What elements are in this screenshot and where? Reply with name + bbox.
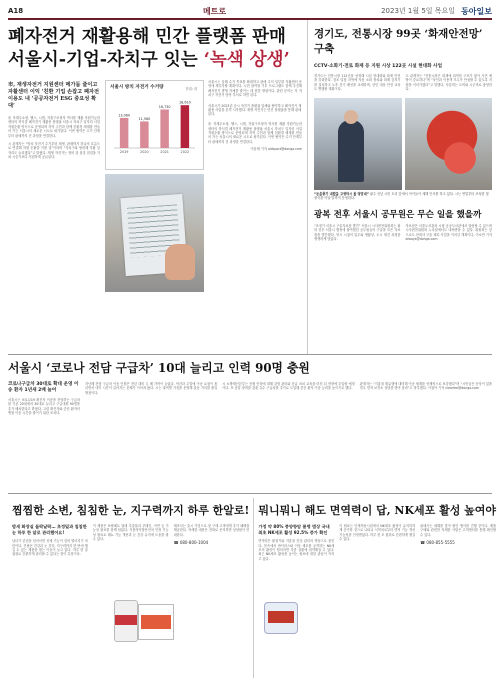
ad-1-product-bottle [114,600,138,642]
chart-bar-2020 [140,121,149,148]
lead-subheadline: 市, 재생자전거 지원센터 메가둠 줄이고 자활센터 이익 ‘친환 기업 손잡고 폐자전 이용도 내 ’공공자전거 ESG 중요성 확대’ [8,82,100,109]
lead-article [8,20,308,354]
side-subheadline: CCTV·소화기·전로 화재 등 지원 시상 122곳 시설 현대화 사업 [314,64,443,69]
collection-chart [105,80,204,170]
mid-text-2: 시 소방재난본부는 증원 인력에 대해 감염 관리와 응급 처치 교육을 마친 뒤 현장에 투입할 예정이다. 또 음압 장비를 갖춘 특수 구급차를 추가로 도입해 중증 환자 이송 능력을 높이기로 했다. [222,382,355,391]
middle-section [8,355,492,494]
lead-text-4: 市 자재무소형, 헬스, 시범, 자율구조형자 역사를 재활 자원가능한 센터의 학식결 폐자전거 재활용 플랫폼 서울시 자치구 일자리 사업 자원순환 방식으로 운영되며 지역 주민과 함께 친환경 체계를 만들어 가는 서울시의 새로운 시도로 평가된다. 이번 협약은 수거 단계부터 판매까지 전 과정을 연결한다. [208,122,302,144]
ad-1-headline: 찜찜한 소변, 침침한 눈, 지구력까지 하루 한알로! [12,504,250,517]
ad-1-phone: ☎ 080-800-1004 [173,540,209,546]
lead-headline-line1: 폐자전거 재활용해 민간 플랫폼 판매 [8,27,286,47]
issue-date: 2023년 1월 5일 목요일 [381,7,456,15]
lead-text-2: 시 관계자는 “방치 자전거 수거부터 재생, 판매까지 하나의 흐름으로 연결해 자원 순환을 이룰 것”이라며 “자치구와 협력해 자활 일자리도 늘리겠다”고 밝혔다. 재생 자전거는 정비 뒤 품질 점검을 거쳐 시중가보다 저렴하게 공급된다. [8,142,100,160]
side-article [308,20,492,354]
mid-text-3: 관계자는 “겨울철 재유행에 대비해 이송 체계를 선제적으로 보강했다”며 “시민들은 증상이 있을 경우 먼저 보건소 상담을 받아 달라”고 당부했다. 이청아 기자 clearlee@donga.com [359,382,492,391]
chart-bar-2019 [120,118,129,148]
photo-people [314,98,402,190]
chart-svg [110,90,199,158]
ad-1-text-3: 제조사는 출시 기념으로 첫 구매 고객에게 추가 혜택을 제공한다. 자세한 내용은 전화로 문의하면 상담원이 안내한다. [173,524,250,537]
lead-text-1: 市 자재무소형, 헬스, 시범, 자율구조형자 역사를 재활 자원가능한 센터의 학식결 폐자전거 재활용 플랫폼 서울시 자치구 일자리 사업 자원순환 방식으로 운영되며 지역 주민과 함께 친환경 체계를 만들어 가는 서울시의 새로운 시도로 평가된다. 이번 협약은 수거 단계부터 판매까지 전 과정을 연결한다. [8,116,100,138]
ad-2-subheadline: 가정 약 80% 종양항암 품명 범상 국내 최초 NK세포 활성 92.5% 증가 확인 [258,524,330,535]
side-columns-2 [314,224,492,242]
lead-headline-line2: 서울시-기업-자치구 잇는 [8,50,204,70]
section-name: 메트로 [202,5,227,16]
lead-text-3: 서울시는 올해 수거 목표를 확대하고 판매 수익 일부를 자활센터 운영에 재투자할 계획이다. 시민 참여형 기부 프로그램도 함께 추진해 폐자전거 발생 자체를 줄이는 데 힘쓸 방침이다. 관련 문의는 각 자치구 자전거 담당 부서로 하면 된다. [208,80,302,98]
lead-body [8,80,302,292]
chart-value-label-2021: 16,730 [158,105,171,110]
lead-headline-accent: ‘녹색 상생’ [203,50,290,70]
chart-bar-2021 [160,110,169,148]
side-photo-caption-text: 광주 신년 시민 트리 앞에서 아이들이 새해 인사를 하고 있다. 시는 연말부터 조성한 빛 장식을 이달 말까지 운영한다. [314,191,489,200]
side-text-4: 자료집은 서울도서관과 시립 공공도서관에서 열람할 수 있으며 시사편찬위원회 누리집에서도 내려받을 수 있다. 위원회는 앞으로도 현대사 구술 채록 사업을 이어갈 계획이다. 이소연 기자 always@donga.com [405,224,492,242]
mid-text-0: 서울시는 코로나19 확진자 이송을 전담하는 구급차를 기존 20대에서 30대로 늘리고 구급대원 90명을 추가 배치한다고 밝혔다. 고령 확진자와 중증 환자의 병원 이송 시간을 줄이기 위한 조치다. [8,398,80,416]
ad-1-subheadline: 밤새 화장실 들락날락… 초정밀과 침침한 눈 하루 한 알로 관리했어요! [12,524,87,535]
chart-bar-2022 [181,105,190,148]
ad-2-columns [258,524,496,601]
lead-photo-caption: 서울시가 2023년 공시 자전거 플랫폼 업체와 협약하고 폐자전거 재활용 사업을 본격 시작했다. 재생 자전거는 민간 플랫폼을 통해 판매된다. [208,103,302,117]
page-number: A18 [8,7,24,15]
lead-headline [8,26,302,72]
side-headline: 경기도, 전통시장 99곳 ‘화재안전망’ 구축 [314,28,483,55]
newspaper-brand: 동아일보 [461,5,492,16]
side-photo-caption [314,192,492,200]
chart-value-label-2022: 18,610 [178,100,191,105]
side-photo-caption-bold: “돈을풍기 내렸을 고생하시 볼 당맞대” [314,191,369,196]
side-headline-2: 광복 전후 서울시 공무원은 무슨 일을 했을까 [314,210,482,221]
ad-1-columns [12,524,249,557]
ad-2-text-3: 판매사는 새해를 맞아 할인 행사를 진행 중이다. 제품 구매와 관련한 자세한 사항은 고객센터를 통해 확인할 수 있다. [420,524,497,537]
side-photos [314,98,492,190]
photo-red-tree [405,98,493,190]
advertorial-section [8,494,497,678]
ad-2-product-box [264,602,298,634]
ad-1-product-box [138,604,174,640]
side-text-2: 도 관계자는 “전통시장은 화재에 취약한 구조가 많아 사전 예방이 중요하다”며 “상인과 이용객 모두가 안심할 수 있도록 지원을 이어가겠다”고 말했다. 사업비는 도비와 시군비로 충당한다. [405,74,492,92]
ad-2-headline: 뭐니뭐니 해도 면역력이 답, NK세포 활성 높여야 [258,504,497,517]
mid-subheadline: 코로나구급차 30대로 확대 운영 이송 환자 1년새 2배 늘어 [8,382,79,393]
chart-value-label-2020: 11,560 [138,116,151,121]
side-text-3: “조정기 서울시 구술자료집 발간” 서울시 시사편찬위원회는 광복 전후 서울시 행정에 참여했던 공무원들의 구술을 모은 자료집을 발간했다. 당시 시청의 업무와 생활상, 도시 재건 과정을 생생하게 담았다. [314,224,401,242]
mid-columns [8,382,492,416]
side-text-1: 경기도는 전통시장 112곳을 선정해 시설 현대화와 화재 안전을 강화한다. 점포 밀집 지역에 자동 소화 장치와 화재 감지기를 설치하고 노후 전기 배선을 교체하며, 상인 대상 안전 교육도 병행할 계획이다. [314,74,401,92]
ad-1-text-1: 남녀가 중년을 넘어서면 신체 기능이 점차 떨어지기 마련이다. 전립선 건강과 눈 건강, 지구력까지 한 번에 챙길 수 있는 제품을 찾는 이들이 늘고 있다. 하루 한 알 섭취로 간편하게 관리할 수 있다는 점이 특징이다. [12,539,88,557]
mid-headline: 서울시 ‘코로나 전담 구급차’ 10대 늘리고 인력 90명 충원 [8,361,310,375]
ad-2-phone: ☎ 080-855-5555 [420,540,455,546]
chart-category-label-2021: 2021 [160,150,169,154]
chart-unit: 단위: 대 [185,87,197,91]
ad-1-text-2: 이 제품은 쏘팔메토 열매 추출물과 루테인, 아연 등 기능성 원료를 함께 담았다. 식품의약품안전처 인정 기능성 원료로 배뇨 기능 개선과 눈 건강 유지에 도움을 줄 수 있다. [92,524,169,542]
document-photo [105,174,204,292]
lead-byline: 이윤태 기자 oldsport@donga.com [250,147,302,152]
top-section [8,20,492,355]
chart-title: 서울시 방치 자전거 수거량 [110,85,164,90]
masthead [8,4,492,20]
mid-lede [8,382,80,416]
ad-2-text-2: 이 원료는 인체적용시험에서 NK세포 활성이 유의미하게 증가한 것으로 나타나 식약처로부터 면역 기능 개선 기능성을 인정받았다. 하루 한 포 섭취로 간편하게 챙길 수 있다. [339,524,416,542]
ad-immunity [253,498,500,678]
chart-category-label-2019: 2019 [119,150,129,154]
chart-value-label-2019: 13,060 [118,113,131,118]
chart-category-label-2020: 2020 [140,150,149,154]
side-columns [314,74,492,92]
ad-supplement [8,498,253,678]
mid-text-1: 지난해 전담 구급차 이송 인원은 전년 대비 두 배 가까이 늘었다. 야간과 주말에 이송 요청이 몰리면서 대기 시간이 길어지는 문제가 이어져 왔다. 시는 권역별 거점을 운영해 출동 거리를 줄일 방침이다. [85,382,218,395]
lead-graphics [105,80,302,292]
ad-2-text-1: 면역력은 환절기와 겨울철 건강 관리의 핵심으로 꼽힌다. 몸속에서 바이러스와 이상 세포를 공격하는 NK세포의 활성이 떨어지면 각종 질환에 취약해질 수 있다. 최근 NK세포 활성을 높이는 원료에 대한 관심이 커지고 있다. [258,539,335,561]
lead-column-1 [8,80,100,292]
chart-category-label-2022: 2022 [180,150,190,154]
